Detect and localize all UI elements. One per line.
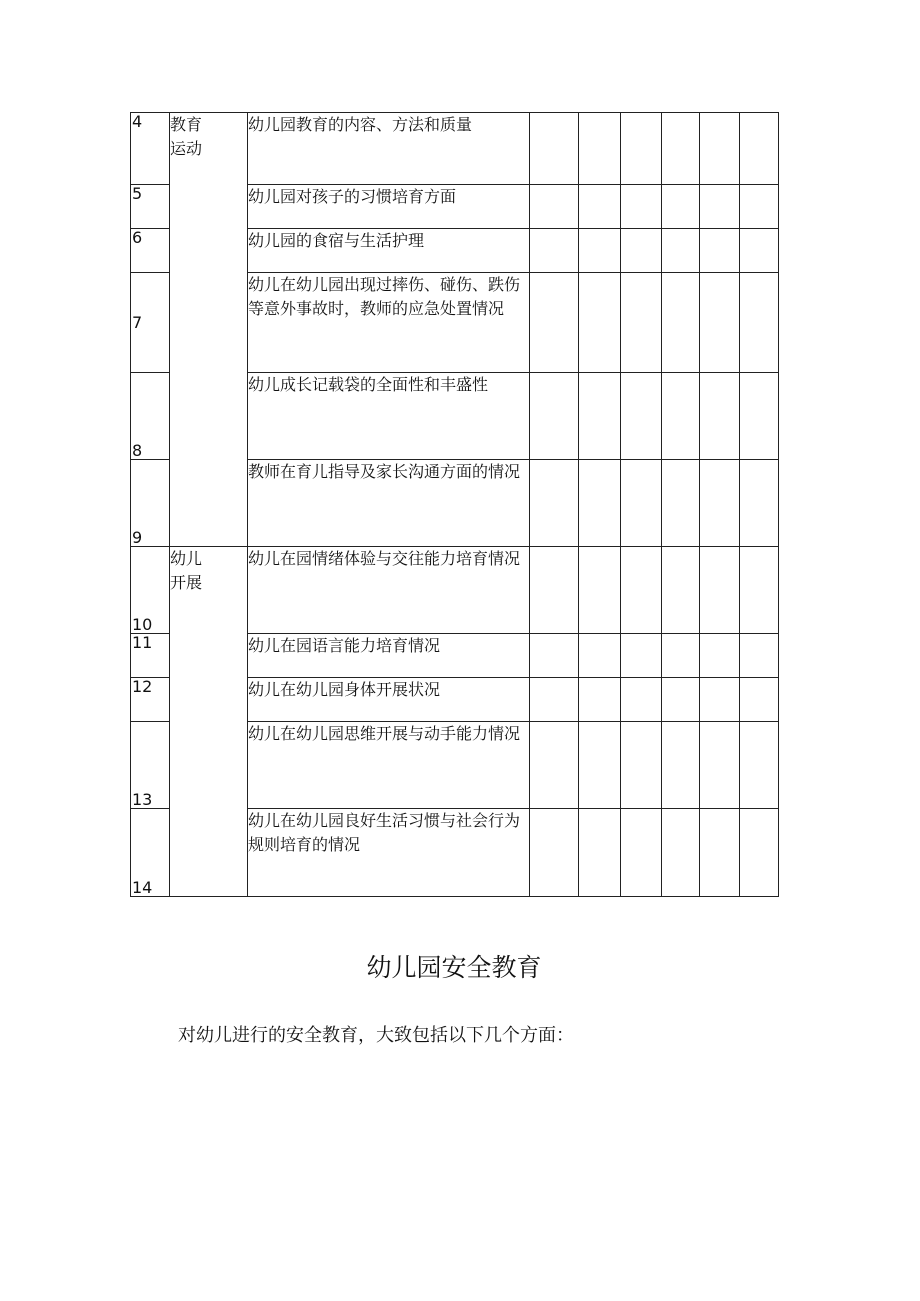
category-label: 运动 — [170, 139, 203, 158]
table-row — [131, 113, 779, 185]
item-text: 幼儿园的食宿与生活护理 — [248, 229, 530, 273]
rating-cell — [621, 113, 662, 185]
rating-cell — [621, 185, 662, 229]
category-development — [170, 547, 248, 897]
rating-cell — [530, 460, 579, 547]
rating-cell — [621, 722, 662, 809]
rating-cell — [530, 185, 579, 229]
rating-cell — [740, 547, 779, 634]
item-text: 幼儿成长记载袋的全面性和丰盛性 — [248, 373, 530, 460]
rating-cell — [740, 722, 779, 809]
rating-cell — [579, 373, 621, 460]
row-number: 11 — [131, 634, 170, 678]
section-title: 幼儿园安全教育 — [366, 953, 542, 982]
row-number: 8 — [131, 373, 170, 460]
rating-cell — [700, 678, 740, 722]
item-text: 幼儿在幼儿园出现过摔伤、碰伤、跌伤等意外事故时，教师的应急处置情况 — [248, 273, 530, 373]
rating-cell — [530, 113, 579, 185]
rating-cell — [662, 634, 700, 678]
row-number: 13 — [131, 722, 170, 809]
rating-cell — [530, 547, 579, 634]
row-number: 14 — [131, 809, 170, 897]
rating-cell — [621, 809, 662, 897]
rating-cell — [662, 185, 700, 229]
rating-cell — [700, 273, 740, 373]
rating-cell — [740, 678, 779, 722]
row-number: 10 — [131, 547, 170, 634]
rating-cell — [740, 809, 779, 897]
rating-cell — [579, 229, 621, 273]
rating-cell — [530, 722, 579, 809]
row-number: 6 — [131, 229, 170, 273]
rating-cell — [662, 373, 700, 460]
rating-cell — [621, 678, 662, 722]
item-text: 幼儿在园语言能力培育情况 — [248, 634, 530, 678]
rating-cell — [662, 547, 700, 634]
rating-cell — [579, 547, 621, 634]
category-label: 教育 — [170, 115, 203, 134]
row-number: 5 — [131, 185, 170, 229]
table-row — [131, 547, 779, 634]
rating-cell — [621, 460, 662, 547]
rating-cell — [579, 809, 621, 897]
rating-cell — [579, 185, 621, 229]
rating-cell — [530, 678, 579, 722]
item-text: 幼儿园对孩子的习惯培育方面 — [248, 185, 530, 229]
rating-cell — [662, 678, 700, 722]
item-text: 幼儿园教育的内容、方法和质量 — [248, 113, 530, 185]
rating-cell — [700, 809, 740, 897]
rating-cell — [621, 547, 662, 634]
rating-cell — [579, 634, 621, 678]
rating-cell — [700, 634, 740, 678]
rating-cell — [530, 809, 579, 897]
category-education — [170, 113, 248, 547]
rating-cell — [621, 229, 662, 273]
rating-cell — [530, 373, 579, 460]
rating-cell — [740, 373, 779, 460]
rating-cell — [700, 229, 740, 273]
rating-cell — [621, 634, 662, 678]
evaluation-table — [130, 112, 779, 897]
category-label: 幼儿 — [170, 549, 203, 568]
rating-cell — [662, 229, 700, 273]
item-text: 幼儿在幼儿园良好生活习惯与社会行为规则培育的情况 — [248, 809, 530, 897]
rating-cell — [662, 113, 700, 185]
rating-cell — [530, 634, 579, 678]
row-number: 4 — [131, 113, 170, 185]
rating-cell — [530, 229, 579, 273]
rating-cell — [579, 722, 621, 809]
rating-cell — [740, 185, 779, 229]
rating-cell — [662, 460, 700, 547]
rating-cell — [700, 373, 740, 460]
rating-cell — [740, 113, 779, 185]
rating-cell — [662, 809, 700, 897]
rating-cell — [662, 273, 700, 373]
rating-cell — [740, 273, 779, 373]
row-number: 7 — [131, 273, 170, 373]
rating-cell — [700, 460, 740, 547]
category-label: 开展 — [170, 573, 203, 592]
item-text: 教师在育儿指导及家长沟通方面的情况 — [248, 460, 530, 547]
rating-cell — [740, 229, 779, 273]
section-intro: 对幼儿进行的安全教育，大致包括以下几个方面： — [178, 1025, 574, 1046]
rating-cell — [621, 373, 662, 460]
row-number: 12 — [131, 678, 170, 722]
row-number: 9 — [131, 460, 170, 547]
rating-cell — [740, 460, 779, 547]
rating-cell — [700, 722, 740, 809]
rating-cell — [700, 185, 740, 229]
rating-cell — [621, 273, 662, 373]
item-text: 幼儿在幼儿园思维开展与动手能力情况 — [248, 722, 530, 809]
item-text: 幼儿在园情绪体验与交往能力培育情况 — [248, 547, 530, 634]
rating-cell — [740, 634, 779, 678]
rating-cell — [579, 273, 621, 373]
item-text: 幼儿在幼儿园身体开展状况 — [248, 678, 530, 722]
rating-cell — [530, 273, 579, 373]
rating-cell — [579, 460, 621, 547]
rating-cell — [700, 547, 740, 634]
rating-cell — [700, 113, 740, 185]
rating-cell — [579, 113, 621, 185]
rating-cell — [662, 722, 700, 809]
rating-cell — [579, 678, 621, 722]
